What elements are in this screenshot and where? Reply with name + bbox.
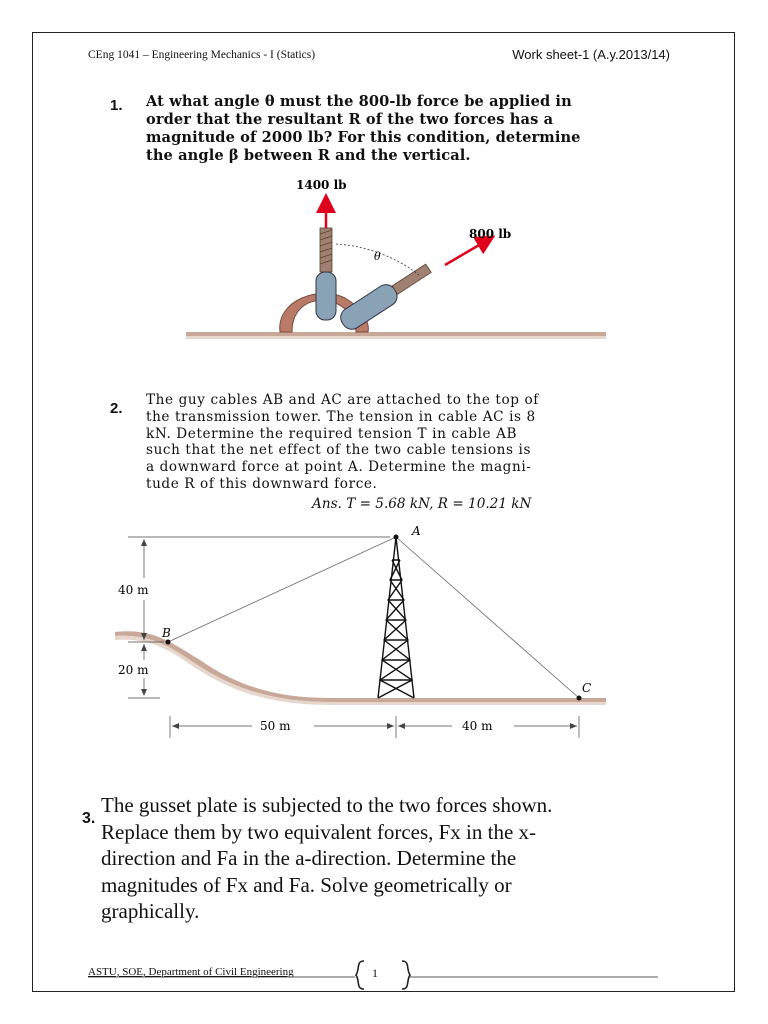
label-theta: θ xyxy=(374,250,381,263)
q1-line: order that the resultant R of the two forces has a xyxy=(146,111,554,128)
label-50m: 50 m xyxy=(260,719,291,733)
q2-line: kN. Determine the required tension T in cable AB xyxy=(146,425,518,442)
q3-line: graphically. xyxy=(101,899,200,923)
label-1400lb: 1400 lb xyxy=(296,178,347,192)
q2-line: a downward force at point A. Determine the magni- xyxy=(146,459,532,476)
label-point-b: B xyxy=(162,626,171,640)
q2-line: The guy cables AB and AC are attached to the top of xyxy=(146,392,539,408)
label-20m-vertical: 20 m xyxy=(118,663,149,677)
question-3-text xyxy=(101,792,552,925)
cable-ab xyxy=(168,537,396,642)
q1-line: magnitude of 2000 lb? For this condition, determine xyxy=(146,129,581,146)
label-800lb: 800 lb xyxy=(469,227,512,241)
footer-department: ASTU, SOE, Department of Civil Engineering xyxy=(88,966,294,978)
header-course: CEng 1041 – Engineering Mechanics - I (Statics) xyxy=(88,49,316,61)
point-c-marker xyxy=(577,696,582,701)
q2-line: tude R of this downward force. xyxy=(146,475,378,492)
header-worksheet: Work sheet-1 (A.y.2013/14) xyxy=(512,47,670,62)
point-b-marker xyxy=(166,640,171,645)
q2-line: such that the net effect of the two cable tensions is xyxy=(146,442,532,459)
q3-line: direction and Fa in the a-direction. Determine the xyxy=(101,846,517,870)
q2-line: the transmission tower. The tension in cable AC is 8 xyxy=(146,408,536,425)
q1-line: the angle β between R and the vertical. xyxy=(146,147,471,164)
footer-page-brackets xyxy=(0,955,768,995)
point-a-marker xyxy=(394,535,399,540)
label-40m-horizontal: 40 m xyxy=(462,719,493,733)
tower-lattice xyxy=(378,537,414,698)
label-point-a: A xyxy=(412,524,421,538)
terrain-slope xyxy=(115,631,606,702)
question-2-answer: Ans. T = 5.68 kN, R = 10.21 kN xyxy=(312,496,532,512)
question-3-number: 3. xyxy=(82,810,96,827)
q3-line: magnitudes of Fx and Fa. Solve geometrically or xyxy=(101,872,512,897)
q1-line: At what angle θ must the 800-lb force be applied in xyxy=(146,93,572,110)
cable-ac xyxy=(396,537,579,698)
footer-page-number: 1 xyxy=(372,966,378,980)
label-point-c: C xyxy=(582,681,592,695)
q3-line: The gusset plate is subjected to the two forces shown. xyxy=(101,793,553,817)
question-1-number: 1. xyxy=(110,97,123,114)
question-2-number: 2. xyxy=(110,400,123,417)
q3-line: Replace them by two equivalent forces, Fx in the x- xyxy=(101,819,537,844)
label-40m-vertical: 40 m xyxy=(118,583,149,597)
